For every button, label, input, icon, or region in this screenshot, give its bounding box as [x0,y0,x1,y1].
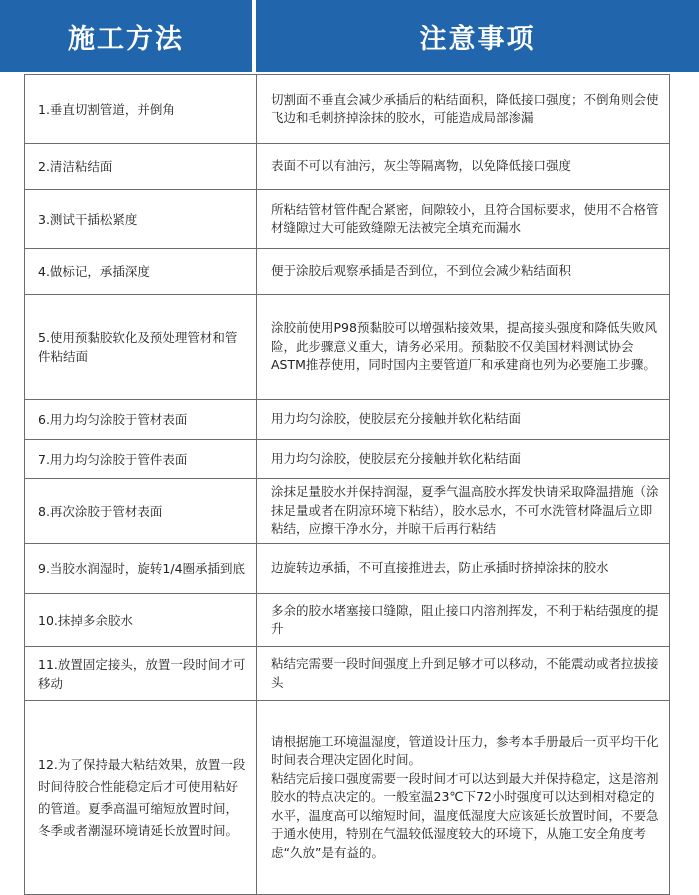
method-cell: 12.为了保持最大粘结效果，放置一段时间待胶合性能稳定后才可使用粘好的管道。夏季高温可缩短放置时间，冬季或者潮湿环境请延长放置时间。 [25,701,257,894]
method-cell: 4.做标记，承插深度 [25,249,257,294]
table-row [25,700,669,894]
note-paragraphs [271,733,661,863]
method-cell: 1.垂直切割管道，并倒角 [25,75,257,143]
table-row [25,189,669,248]
table-row [25,439,669,478]
header-notes-title: 注意事项 [256,0,699,72]
table-row [25,399,669,439]
method-cell: 8.再次涂胶于管材表面 [25,479,257,543]
note-paragraph: 粘结完后接口强度需要一段时间才可以达到最大并保持稳定，这是溶剂胶水的特点决定的。一般室温23℃下72小时强度可以达到相对稳定的水平，温度高可以缩短时间，温度低湿度大应该延长放置时间，不要急于通水使用，特别在气温较低湿度较大的环境下，从施工安全角度考虑“久放”是有益的。 [271,770,659,860]
note-cell: 多余的胶水堵塞接口缝隙，阻止接口内溶剂挥发，不利于粘结强度的提升 [271,602,659,636]
instructions-table [24,74,670,895]
note-cell: 便于涂胶后观察承插是否到位，不到位会减少粘结面积 [271,263,572,279]
note-cell: 涂抹足量胶水并保持润湿，夏季气温高胶水挥发快请采取降温措施（涂抹足量或者在阴凉环境下粘结），胶水忌水，不可水洗管材降温后立即粘结，应擦干净水分，并晾干后再行粘结 [271,484,659,537]
note-cell: 表面不可以有油污，灰尘等隔离物，以免降低接口强度 [271,158,572,174]
method-cell: 7.用力均匀涂胶于管件表面 [25,440,257,478]
table-row [25,593,669,646]
method-cell: 10.抹掉多余胶水 [25,594,257,646]
note-cell [257,701,669,894]
method-cell: 11.放置固定接头，放置一段时间才可移动 [25,647,257,700]
method-cell: 6.用力均匀涂胶于管材表面 [25,400,257,439]
table-row [25,248,669,294]
note-cell: 所粘结管材管件配合紧密，间隙较小，且符合国标要求，使用不合格管材缝隙过大可能致缝隙无法被完全填充而漏水 [271,201,659,235]
method-cell: 3.测试干插松紧度 [25,190,257,248]
table-row [25,75,669,143]
method-cell: 2.清洁粘结面 [25,144,257,189]
note-cell: 用力均匀涂胶，使胶层充分接触并软化粘结面 [271,450,522,466]
table-row [25,143,669,189]
table-header [0,0,699,72]
note-cell: 边旋转边承插，不可直接推进去，防止承插时挤掉涂抹的胶水 [271,560,609,576]
note-cell: 用力均匀涂胶，使胶层充分接触并软化粘结面 [271,411,522,427]
note-cell: 涂胶前使用P98预黏胶可以增强粘接效果，提高接头强度和降低失败风险，此步骤意义重大，请务必采用。预黏胶不仅美国材料测试协会ASTM推荐使用，同时国内主要管道厂和承建商也列为必要施工步骤。 [271,320,657,373]
note-cell: 切割面不垂直会减少承插后的粘结面积，降低接口强度；不倒角则会使飞边和毛刺挤掉涂抹的胶水，可能造成局部渗漏 [271,91,659,125]
note-cell: 粘结完需要一段时间强度上升到足够才可以移动，不能震动或者拉拔接头 [271,656,659,690]
note-paragraph: 请根据施工环境温湿度，管道设计压力，参考本手册最后一页平均干化时间表合理决定固化时间。 [271,733,659,768]
table-row [25,646,669,700]
method-cell: 5.使用预黏胶软化及预处理管材和管件粘结面 [25,295,257,399]
table-row [25,294,669,399]
header-method-title: 施工方法 [0,0,252,72]
method-cell: 9.当胶水润湿时，旋转1/4圈承插到底 [25,544,257,593]
table-row [25,478,669,543]
table-row [25,543,669,593]
